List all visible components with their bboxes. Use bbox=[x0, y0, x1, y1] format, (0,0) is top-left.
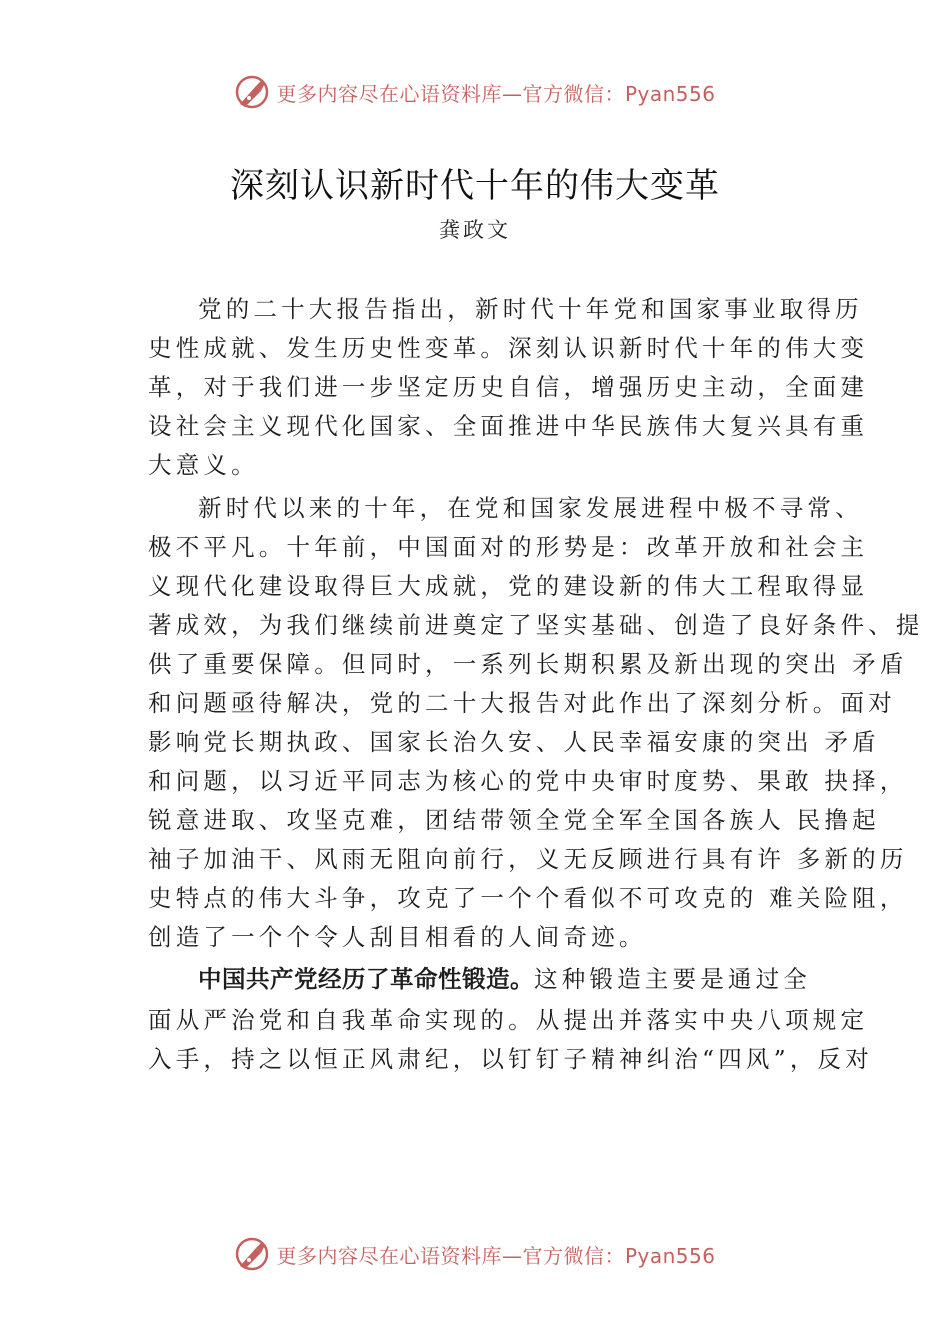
banner-text: 更多内容尽在心语资料库—官方微信：Pyan556 bbox=[276, 1243, 716, 1268]
body-line: 袖子加油干、风雨无阻向前行，义无反顾进行具有许 多新的历 bbox=[148, 845, 908, 873]
body-line: 供了重要保障。但同时，一系列长期积累及新出现的突出 矛盾 bbox=[148, 650, 908, 678]
document-title: 深刻认识新时代十年的伟大变革 bbox=[230, 166, 720, 206]
body-line: 新时代以来的十年，在党和国家发展进程中极不寻常、 bbox=[198, 494, 863, 522]
pen-nib-logo-icon bbox=[234, 74, 270, 110]
header-banner bbox=[0, 72, 950, 112]
body-line: 史性成就、发生历史性变革。深刻认识新时代十年的伟大变 bbox=[148, 334, 869, 362]
body-line: 著成效，为我们继续前进奠定了坚实基础、创造了良好条件、提 bbox=[148, 611, 924, 639]
body-line-with-heading bbox=[198, 960, 811, 994]
banner-text: 更多内容尽在心语资料库—官方微信：Pyan556 bbox=[276, 81, 716, 106]
body-line: 史特点的伟大斗争，攻克了一个个看似不可攻克的 难关险阻， bbox=[148, 884, 908, 912]
body-line: 党的二十大报告指出，新时代十年党和国家事业取得历 bbox=[198, 295, 863, 323]
body-line: 面从严治党和自我革命实现的。从提出并落实中央八项规定 bbox=[148, 1006, 869, 1034]
body-line: 和问题，以习近平同志为核心的党中央审时度势、果敢 抉择， bbox=[148, 767, 908, 795]
document-author: 龚政文 bbox=[439, 218, 511, 242]
bold-lead-sentence: 中国共产党经历了革命性锻造。 bbox=[198, 965, 534, 993]
body-line: 义现代化建设取得巨大成就，党的建设新的伟大工程取得显 bbox=[148, 572, 869, 600]
body-line: 设社会主义现代化国家、全面推进中华民族伟大复兴具有重 bbox=[148, 412, 869, 440]
body-line: 锐意进取、攻坚克难，团结带领全党全军全国各族人 民撸起 bbox=[148, 806, 880, 834]
body-line: 创造了一个个令人刮目相看的人间奇迹。 bbox=[148, 923, 647, 951]
body-line: 和问题亟待解决，党的二十大报告对此作出了深刻分析。面对 bbox=[148, 689, 896, 717]
pen-nib-logo-icon bbox=[234, 1236, 270, 1272]
body-line-rest: 这种锻造主要是通过全 bbox=[534, 965, 811, 993]
body-line: 极不平凡。十年前，中国面对的形势是：改革开放和社会主 bbox=[148, 533, 869, 561]
body-line: 革，对于我们进一步坚定历史自信，增强历史主动，全面建 bbox=[148, 373, 869, 401]
body-line: 入手，持之以恒正风肃纪，以钉钉子精神纠治“四风”，反对 bbox=[148, 1045, 873, 1073]
body-line: 大意义。 bbox=[148, 451, 259, 479]
footer-banner bbox=[0, 1234, 950, 1274]
body-line: 影响党长期执政、国家长治久安、人民幸福安康的突出 矛盾 bbox=[148, 728, 880, 756]
